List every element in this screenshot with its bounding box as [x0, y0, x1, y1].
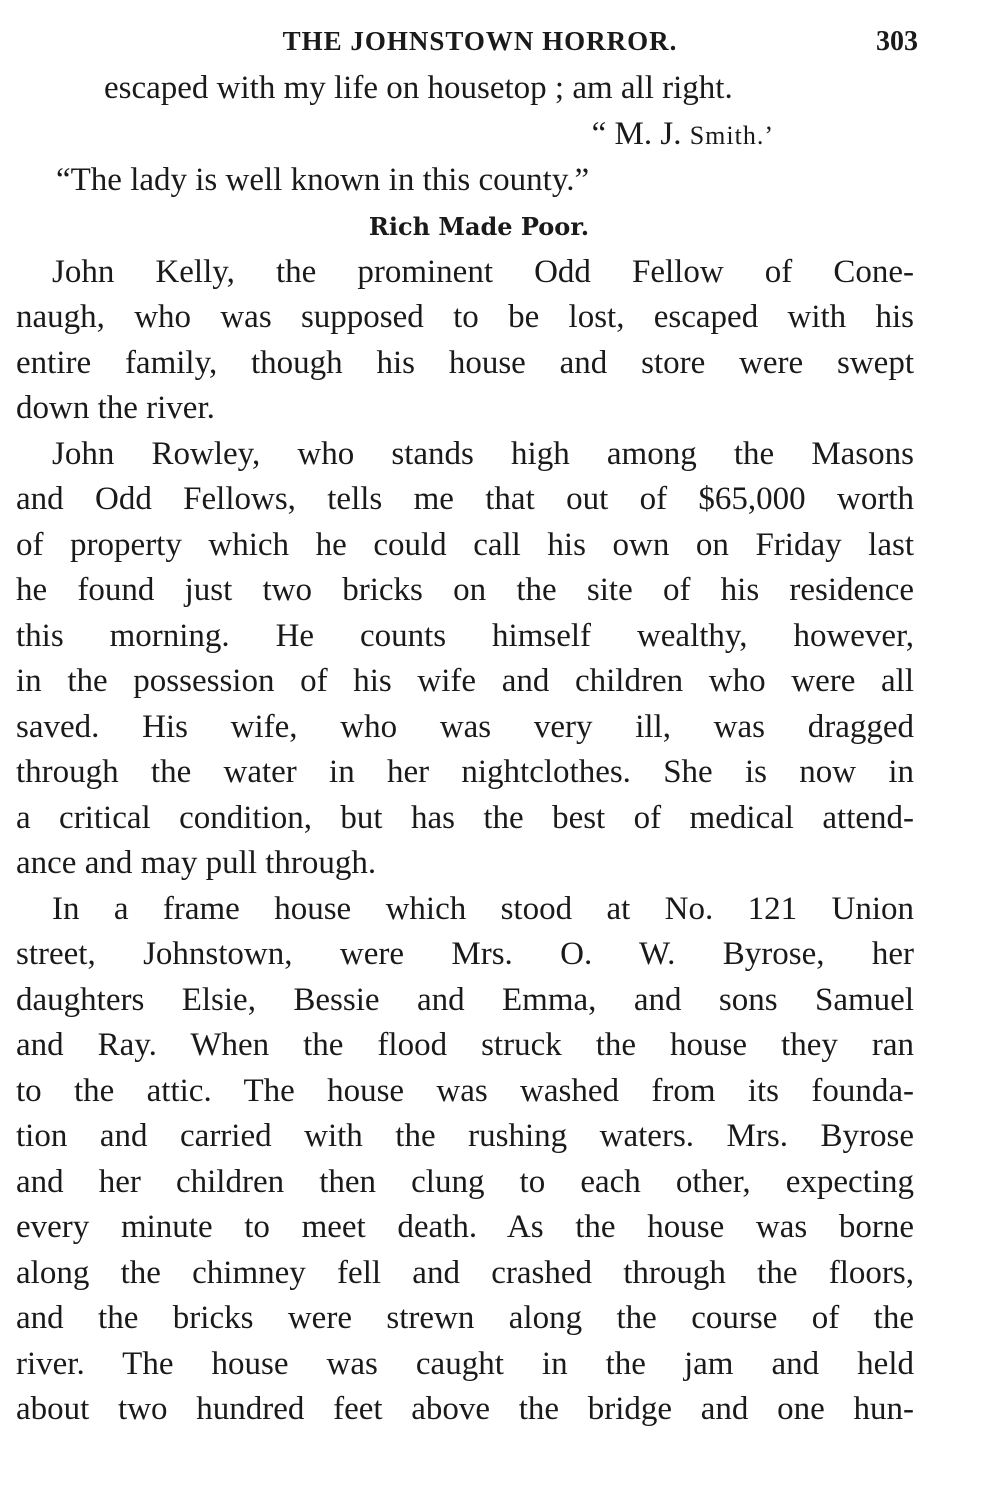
quote-line: “The lady is well known in this county.” — [56, 162, 590, 198]
paragraph-line: this morning. He counts himself wealthy, however, — [16, 617, 914, 654]
paragraph-line: street, Johnstown, were Mrs. O. W. Byrose, her — [16, 936, 914, 972]
paragraph-line: along the chimney fell and crashed through the floors, — [16, 1254, 914, 1291]
paragraph-line: a critical condition, but has the best of medical attend- — [16, 799, 914, 836]
paragraph-line: naugh, who was supposed to be lost, escaped with his — [16, 299, 914, 335]
paragraph-line: John Rowley, who stands high among the Masons — [52, 435, 914, 472]
section-subhead: Rich Made Poor. — [368, 211, 590, 241]
running-title: THE JOHNSTOWN HORROR. — [282, 26, 678, 56]
paragraph-rowley — [16, 432, 914, 887]
paragraph-line: to the attic. The house was washed from its founda- — [16, 1072, 914, 1109]
paragraph-line: and Odd Fellows, tells me that out of $65,000 worth — [16, 481, 914, 517]
paragraph-byrose — [16, 887, 914, 1433]
page-number: 303 — [876, 26, 918, 57]
paragraph-line: ance and may pull through. — [16, 845, 377, 881]
paragraph-line: in the possession of his wife and children who were all — [16, 663, 914, 699]
paragraph-line: John Kelly, the prominent Odd Fellow of Cone- — [52, 253, 914, 290]
paragraph-line: entire family, though his house and store were swept — [16, 344, 914, 381]
paragraph-line: and Ray. When the flood struck the house they ran — [16, 1027, 914, 1063]
paragraph-line: saved. His wife, who was very ill, was dragged — [16, 708, 914, 745]
paragraph-line: tion and carried with the rushing waters. Mrs. Byrose — [16, 1118, 914, 1154]
telegram-signature — [16, 112, 914, 159]
paragraph-line: and the bricks were strewn along the course of the — [16, 1300, 914, 1336]
paragraph-line: every minute to meet death. As the house was borne — [16, 1209, 914, 1245]
signature-prefix: “ M. J. — [591, 115, 690, 152]
paragraph-line: river. The house was caught in the jam and held — [16, 1345, 914, 1382]
signature-name: Smith.’ — [689, 120, 774, 150]
paragraph-line: and her children then clung to each other, expecting — [16, 1163, 914, 1200]
paragraph-line: In a frame house which stood at No. 121 Union — [52, 890, 914, 927]
running-head — [16, 22, 918, 62]
paragraph-line: daughters Elsie, Bessie and Emma, and sons Samuel — [16, 981, 914, 1018]
paragraph-line: about two hundred feet above the bridge and one hun- — [16, 1391, 914, 1427]
paragraph-line: of property which he could call his own on Friday last — [16, 526, 914, 563]
paragraph-kelly — [16, 250, 914, 432]
paragraph-line: he found just two bricks on the site of his residence — [16, 572, 914, 608]
telegram-line: escaped with my life on housetop ; am all right. — [104, 70, 733, 106]
paragraph-line: down the river. — [16, 390, 215, 426]
book-page — [16, 22, 918, 1433]
paragraph-line: through the water in her nightclothes. She is now in — [16, 754, 914, 790]
